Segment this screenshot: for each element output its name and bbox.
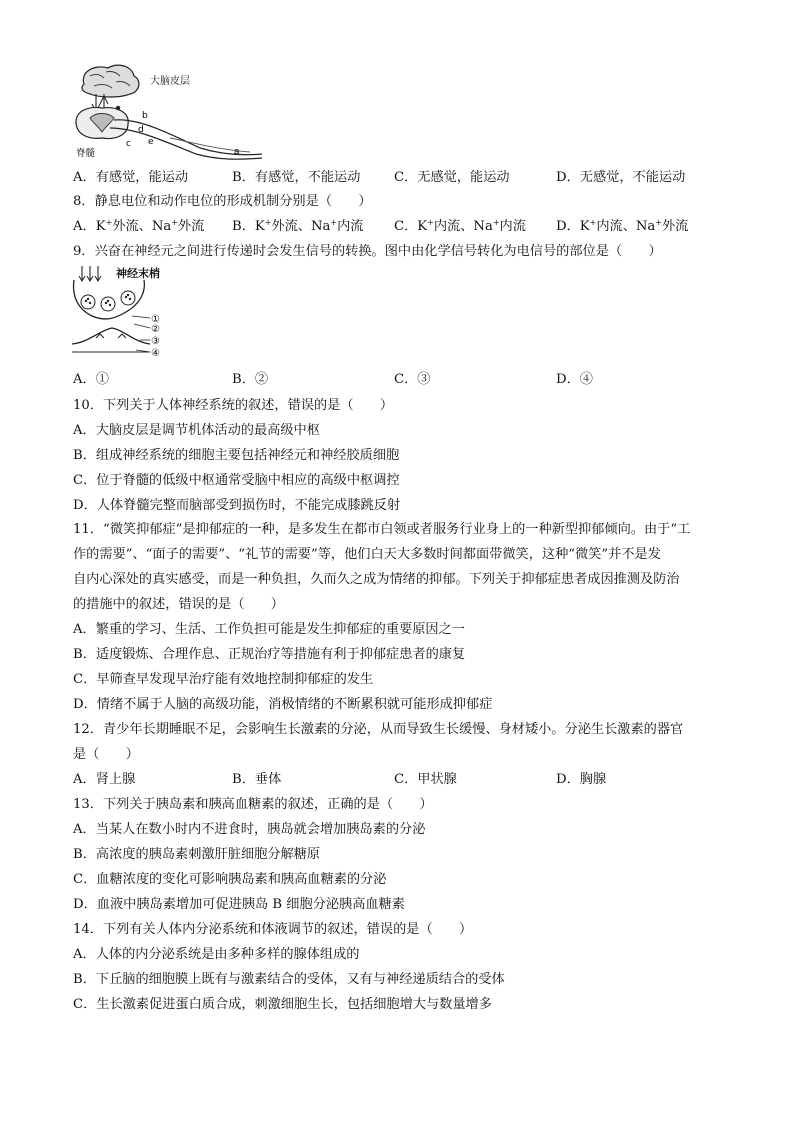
q8-c-t3: 内流 <box>499 219 526 234</box>
mark-e: e <box>148 137 154 147</box>
mark-3: ③ <box>151 336 160 347</box>
q14-option-a[interactable]: A．人体的内分泌系统是由多种多样的腺体组成的 <box>73 947 360 962</box>
mark-1: ① <box>151 314 160 325</box>
q8-c-sup1: + <box>427 218 434 227</box>
q11-stem-line-1: 11．“微笑抑郁症”是抑郁症的一种，是多发生在都市白领或者服务行业身上的一种新型抑郁倾向。由于“工 <box>73 522 691 537</box>
q10-option-c[interactable]: C．位于脊髓的低级中枢通常受脑中相应的高级中枢调控 <box>73 473 400 488</box>
mark-4: ④ <box>151 348 160 359</box>
q8-d-t2: 内流、Na <box>596 219 656 234</box>
q11-stem-line-2: 作的需要”、“面子的需要”、“礼节的需要”等，他们白天大多数时间都面带微笑，这种“微笑”并不是发 <box>73 547 661 562</box>
q14-option-b[interactable]: B．下丘脑的细胞膜上既有与激素结合的受体，又有与神经递质结合的受体 <box>73 972 505 987</box>
q13-option-b[interactable]: B．高浓度的胰岛素刺激肝脏细胞分解糖原 <box>73 847 321 862</box>
q9-stem: 9．兴奋在神经元之间进行传递时会发生信号的转换。图中由化学信号转化为电信号的部位是（ ） <box>73 244 662 259</box>
q9-option-a[interactable]: A．① <box>73 372 109 387</box>
q12-stem-line-2: 是（ ） <box>73 747 139 762</box>
q8-c-sup2: + <box>492 218 500 227</box>
q8-a-t2: 外流、Na <box>112 219 172 234</box>
mark-2: ② <box>151 324 160 335</box>
q11-stem-line-4: 的措施中的叙述，错误的是（ ） <box>73 597 284 612</box>
q12-option-b[interactable]: B．垂体 <box>232 772 282 787</box>
q7-option-b[interactable]: B．有感觉，不能运动 <box>232 170 361 185</box>
q11-option-a[interactable]: A．繁重的学习、生活、工作负担可能是发生抑郁症的重要原因之一 <box>73 622 465 637</box>
q8-a-t1: A．K <box>73 219 106 234</box>
q13-option-a[interactable]: A．当某人在数小时内不进食时，胰岛就会增加胰岛素的分泌 <box>73 822 426 837</box>
q12-stem-line-1: 12．青少年长期睡眠不足，会影响生长激素的分泌，从而导致生长缓慢、身材矮小。分泌生长激素的器官 <box>73 722 684 737</box>
q9-option-d[interactable]: D．④ <box>556 372 593 387</box>
q7-option-a[interactable]: A．有感觉，能运动 <box>73 170 189 185</box>
q8-a-t3: 外流 <box>177 219 205 234</box>
cortex-label: 大脑皮层 <box>150 76 190 87</box>
q9-option-c[interactable]: C．③ <box>394 372 431 387</box>
q8-option-b[interactable] <box>232 218 363 236</box>
q10-option-b[interactable]: B．组成神经系统的细胞主要包括神经元和神经胶质细胞 <box>73 448 400 463</box>
q8-d-sup1: + <box>589 218 597 227</box>
q8-option-d[interactable] <box>556 218 688 236</box>
q14-stem: 14．下列有关人体内分泌系统和体液调节的叙述，错误的是（ ） <box>73 922 473 937</box>
q13-option-d[interactable]: D．血液中胰岛素增加可促进胰岛 B 细胞分泌胰高血糖素 <box>73 897 405 912</box>
mark-c: c <box>126 139 131 149</box>
q8-c-t1: C．K <box>394 219 428 234</box>
q8-b-sup2: + <box>330 218 338 227</box>
q13-option-c[interactable]: C．血糖浓度的变化可影响胰岛素和胰高血糖素的分泌 <box>73 872 387 887</box>
q13-stem: 13．下列关于胰岛素和胰高血糖素的叙述，正确的是（ ） <box>73 797 433 812</box>
reflex-arc-figure <box>70 62 270 162</box>
mark-a: a <box>234 147 240 157</box>
q11-option-d[interactable]: D．情绪不属于人脑的高级功能，消极情绪的不断累积就可能形成抑郁症 <box>73 697 493 712</box>
q8-a-sup1: + <box>105 218 113 227</box>
q12-option-a[interactable]: A．肾上腺 <box>73 772 136 787</box>
q8-b-t2: 外流、Na <box>271 219 331 234</box>
q12-option-c[interactable]: C．甲状腺 <box>394 772 457 787</box>
mark-d: d <box>138 125 144 135</box>
q8-d-t3: 外流 <box>662 219 689 234</box>
q8-c-t2: 内流、Na <box>433 219 493 234</box>
q7-option-d[interactable]: D．无感觉，不能运动 <box>556 170 686 185</box>
nerve-ending-label: 神经末梢 <box>116 267 160 280</box>
q9-option-b[interactable]: B．② <box>232 372 269 387</box>
q14-option-c[interactable]: C．生长激素促进蛋白质合成，刺激细胞生长，包括细胞增大与数量增多 <box>73 997 492 1012</box>
q10-stem: 10．下列关于人体神经系统的叙述，错误的是（ ） <box>73 398 394 413</box>
q8-option-a[interactable] <box>73 218 204 236</box>
q8-b-t3: 内流 <box>337 219 364 234</box>
mark-b: b <box>142 111 148 121</box>
q8-a-sup2: + <box>171 218 178 227</box>
q8-stem: 8．静息电位和动作电位的形成机制分别是（ ） <box>73 194 372 209</box>
q11-option-b[interactable]: B．适度锻炼、合理作息、正规治疗等措施有利于抑郁症患者的康复 <box>73 647 466 662</box>
q8-option-c[interactable] <box>394 218 526 236</box>
q10-option-d[interactable]: D．人体脊髓完整而脑部受到损伤时，不能完成膝跳反射 <box>73 498 401 513</box>
q8-b-sup1: + <box>264 218 272 227</box>
q7-option-c[interactable]: C．无感觉，能运动 <box>394 170 510 185</box>
spinal-label: 脊髓 <box>76 148 96 159</box>
q8-d-t1: D．K <box>556 219 590 234</box>
q11-option-c[interactable]: C．早筛查早发现早治疗能有效地控制抑郁症的发生 <box>73 672 374 687</box>
q8-d-sup2: + <box>655 218 662 227</box>
q8-b-t1: B．K <box>232 219 265 234</box>
q11-stem-line-3: 自内心深处的真实感受，而是一种负担，久而久之成为情绪的抑郁。下列关于抑郁症患者成因推测及防治 <box>73 572 680 587</box>
q10-option-a[interactable]: A．大脑皮层是调节机体活动的最高级中枢 <box>73 423 320 438</box>
synapse-figure <box>70 264 210 364</box>
q12-option-d[interactable]: D．胸腺 <box>556 772 607 787</box>
